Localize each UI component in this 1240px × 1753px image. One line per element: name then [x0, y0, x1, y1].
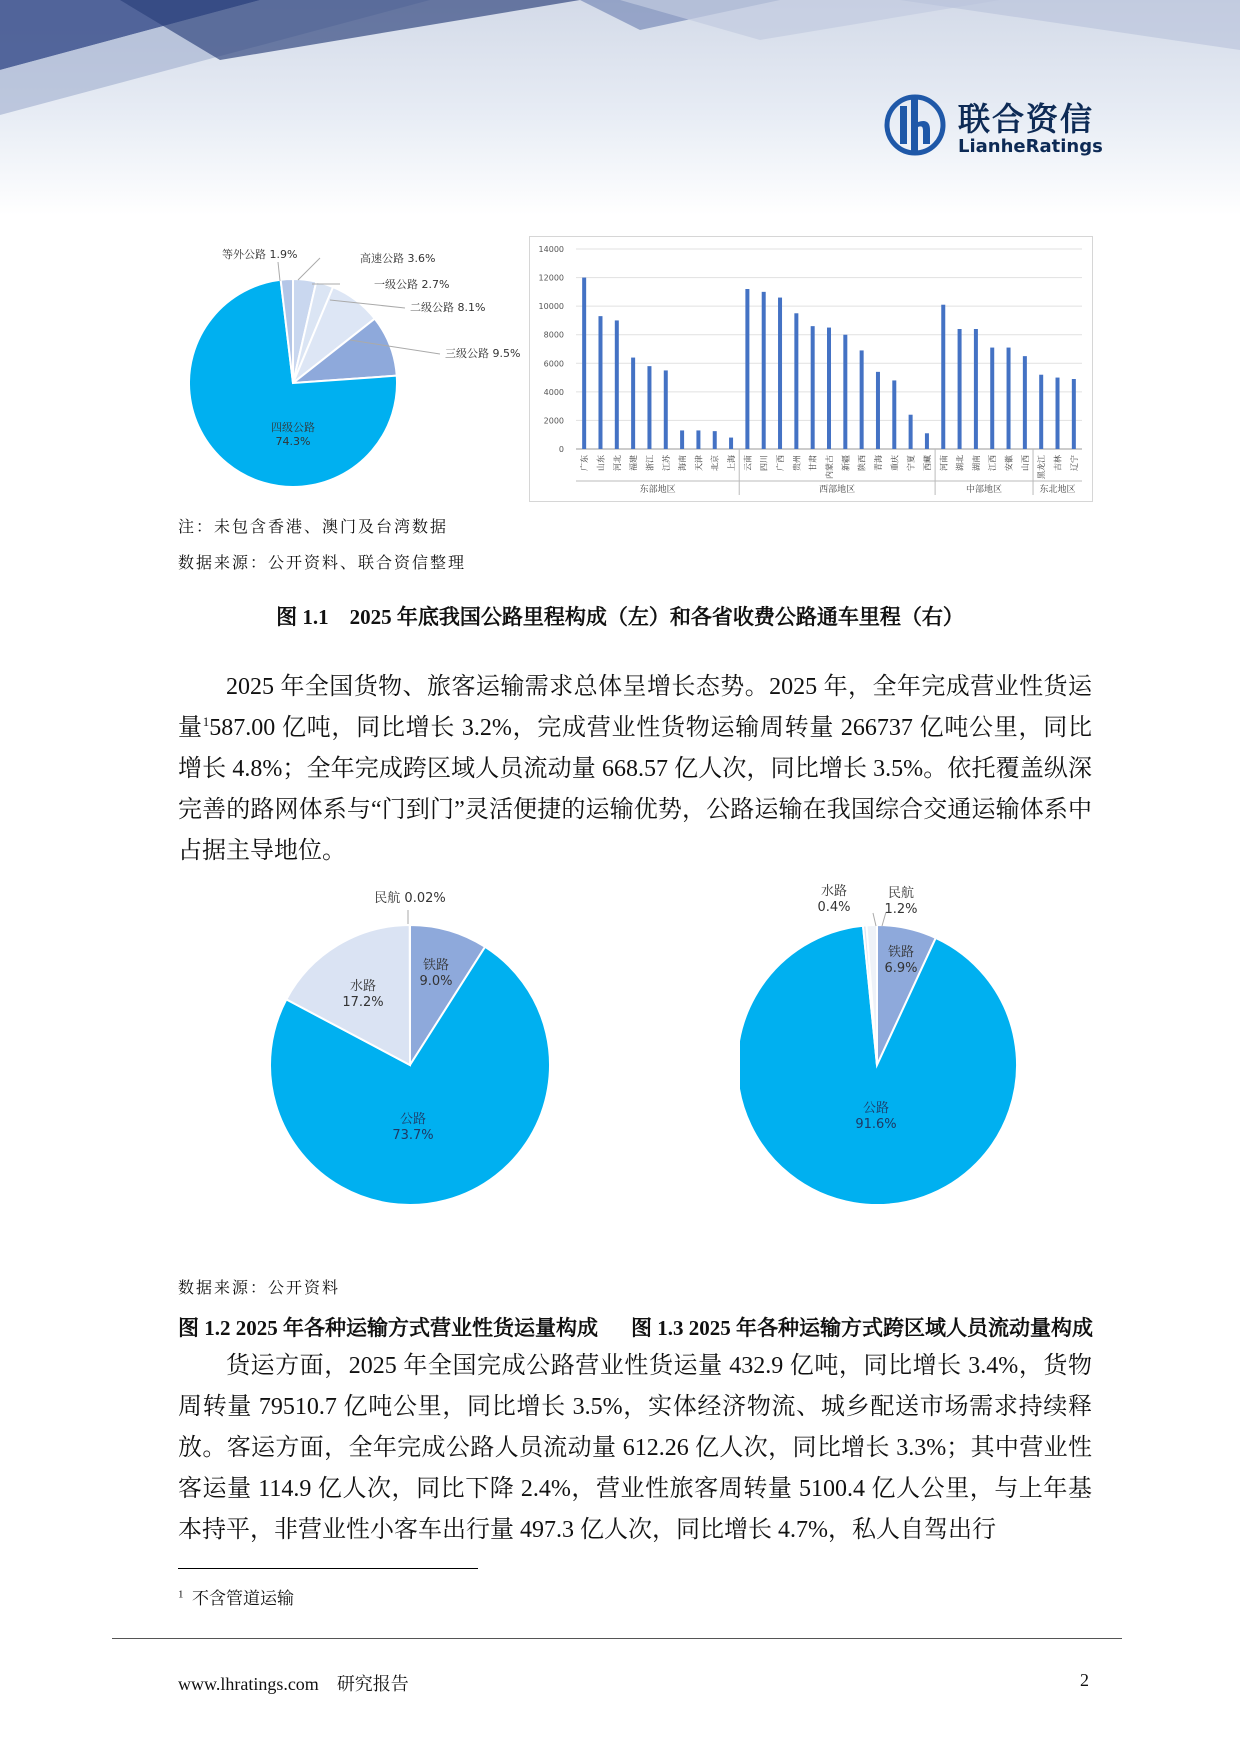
footer-left: [178, 1670, 409, 1696]
bar-chart-svg: [530, 237, 1092, 501]
pie2-value-gonglu: 73.7%: [392, 1128, 434, 1143]
footer-report-label: 研究报告: [336, 1674, 409, 1694]
y-tick-label: 2000: [543, 416, 564, 426]
category-label: 宁夏: [906, 455, 916, 471]
category-label: 河南: [939, 455, 949, 471]
region-label: 中部地区: [966, 485, 1003, 495]
pie2-value-shuilu: 17.2%: [342, 995, 384, 1010]
bar-江西: [990, 348, 994, 449]
pie3-label-tielu: 铁路: [887, 945, 915, 960]
region-label: 东北地区: [1039, 485, 1076, 495]
category-label: 云南: [743, 455, 753, 471]
category-label: 陕西: [857, 455, 867, 471]
y-tick-label: 14000: [538, 245, 564, 254]
category-label: 湖北: [955, 455, 965, 471]
y-tick-label: 12000: [538, 273, 564, 283]
footer-rule: [112, 1638, 1122, 1639]
logo-text-cn: 联合资信: [958, 100, 1095, 138]
pie-chart-road-mileage: [190, 236, 530, 500]
figure-1-3-caption: 图 1.3 2025 年各种运输方式跨区域人员流动量构成: [631, 1316, 1093, 1340]
pie3-value-shuilu: 0.4%: [817, 900, 851, 915]
pie1-label-dengwai: 等外公路 1.9%: [222, 248, 298, 261]
bar-陕西: [860, 350, 864, 449]
pie3-value-gonglu: 91.6%: [855, 1117, 897, 1132]
bar-云南: [745, 289, 749, 449]
bar-重庆: [892, 380, 896, 449]
category-label: 安徽: [1004, 455, 1014, 471]
bar-上海: [729, 438, 733, 449]
bar-青海: [876, 372, 880, 449]
bar-新疆: [843, 335, 847, 449]
bar-安徽: [1007, 348, 1011, 449]
pie2-value-tielu: 9.0%: [419, 974, 453, 989]
bar-贵州: [794, 313, 798, 449]
bar-北京: [713, 431, 717, 449]
category-label: 西藏: [922, 455, 932, 471]
bar-宁夏: [909, 415, 913, 449]
category-label: 青海: [873, 455, 883, 471]
pie3-label-shuilu: 水路: [820, 884, 848, 899]
y-tick-label: 0: [558, 445, 564, 454]
category-label: 福建: [629, 455, 639, 471]
region-label: 西部地区: [819, 485, 856, 495]
category-label: 浙江: [645, 455, 655, 471]
pie1-value-siji: 74.3%: [275, 435, 311, 448]
figure-1-1-caption: 图 1.1 2025 年底我国公路里程构成（左）和各省收费公路通车里程（右）: [276, 605, 964, 629]
footnote-text: 不含管道运输: [192, 1589, 294, 1608]
page-header: [0, 0, 1240, 215]
y-tick-label: 4000: [543, 387, 564, 397]
category-label: 重庆: [890, 455, 900, 471]
pie1-label-sanji: 三级公路 9.5%: [445, 347, 521, 360]
figure-1-2-source: 数据来源：公开资料: [178, 1278, 341, 1297]
pie1-label-erji: 二级公路 8.1%: [410, 301, 486, 314]
bar-四川: [762, 292, 766, 449]
category-label: 贵州: [792, 455, 802, 471]
bar-河北: [615, 320, 619, 449]
bar-江苏: [664, 370, 668, 449]
figure-1-1-source: 数据来源：公开资料、联合资信整理: [178, 553, 467, 572]
pie2-label-gonglu: 公路: [399, 1112, 427, 1127]
paragraph-1-part1: 2025 年全国货物、旅客运输需求总体呈增长态势。2025 年，全年完成营业性货运量: [178, 674, 1092, 741]
lianhe-logo: [884, 92, 1114, 162]
bar-甘肃: [811, 326, 815, 449]
category-label: 山西: [1020, 455, 1030, 471]
pie2-label-minhang: 民航 0.02%: [374, 891, 446, 906]
bar-吉林: [1056, 378, 1060, 449]
bar-山东: [598, 316, 602, 449]
category-label: 新疆: [841, 455, 851, 471]
bar-湖南: [974, 329, 978, 449]
footnote: [178, 1584, 294, 1609]
category-label: 内蒙古: [825, 455, 834, 479]
category-label: 四川: [759, 455, 769, 471]
y-tick-label: 6000: [543, 359, 564, 369]
pie-chart-passenger-flow: [740, 880, 1060, 1210]
footnote-ref: 1: [202, 714, 210, 729]
bar-chart-toll-road-mileage: [529, 236, 1093, 502]
category-label: 天津: [694, 455, 704, 471]
category-label: 海南: [678, 455, 688, 471]
footnote-number: 1: [178, 1588, 184, 1601]
pie2-label-shuilu: 水路: [349, 979, 377, 994]
bar-辽宁: [1072, 379, 1076, 449]
paragraph-1-part2: 587.00 亿吨，同比增长 3.2%，完成营业性货物运输周转量 266737 亿吨公里，同比增长 4.8%；全年完成跨区域人员流动量 668.57 亿人次，同比增长 3.5%。依托覆盖纵深完善的路网体系与“门到门”灵活便捷的运输优势，公路运输在我国综合交通运输体系中占据主导地位。: [178, 715, 1092, 864]
bar-天津: [696, 430, 700, 449]
y-tick-label: 10000: [538, 302, 564, 312]
bar-region-labels: [640, 483, 1076, 495]
paragraph-freight-passenger: 货运方面，2025 年全国完成公路营业性货运量 432.9 亿吨，同比增长 3.4%，货物周转量 79510.7 亿吨公里，同比增长 3.5%，实体经济物流、城乡配送市场需求持续释放。客运方面，全年完成公路人员流动量 612.26 亿人次，同比增长 3.3%；其中营业性客运量 114.9 亿人次，同比下降 2.4%，营业性旅客周转量 5100.4 亿人公里，与上年基本持平，非营业性小客车出行量 497.3 亿人次，同比增长 4.7%，私人自驾出行: [178, 1353, 1092, 1543]
category-label: 辽宁: [1069, 455, 1079, 471]
pie3-label-minhang: 民航: [887, 886, 915, 901]
footer-website-link[interactable]: www.lhratings.com: [178, 1674, 319, 1694]
bar-广西: [778, 298, 782, 449]
bar-河南: [941, 305, 945, 449]
bar-广东: [582, 278, 586, 449]
bar-y-axis-ticks: [539, 245, 564, 454]
category-label: 江苏: [661, 455, 671, 471]
bar-山西: [1023, 356, 1027, 449]
y-tick-label: 8000: [543, 330, 564, 340]
bar-海南: [680, 430, 684, 449]
pie1-label-siji: 四级公路: [271, 421, 315, 434]
pie1-label-yiji: 一级公路 2.7%: [374, 278, 450, 291]
region-label: 东部地区: [639, 485, 676, 495]
pie3-value-tielu: 6.9%: [884, 961, 918, 976]
bar-黑龙江: [1039, 375, 1043, 449]
pie3-slices: [740, 925, 1017, 1205]
category-label: 广东: [580, 455, 590, 471]
bar-浙江: [647, 366, 651, 449]
bar-福建: [631, 358, 635, 449]
bar-category-labels: [579, 454, 1079, 479]
pie1-label-gaosu: 高速公路 3.6%: [360, 252, 436, 265]
lianhe-logo-icon: [884, 92, 946, 158]
category-label: 河北: [612, 455, 622, 471]
footnote-separator: [178, 1568, 478, 1569]
category-label: 广西: [776, 455, 786, 471]
pie3-value-minhang: 1.2%: [884, 902, 918, 917]
figure-1-1-note: 注：未包含香港、澳门及台湾数据: [178, 517, 449, 536]
category-label: 山东: [596, 455, 606, 471]
category-label: 吉林: [1053, 455, 1063, 471]
category-label: 北京: [710, 455, 720, 471]
figure-1-2-caption: 图 1.2 2025 年各种运输方式营业性货运量构成: [178, 1316, 598, 1340]
pie2-slices: [270, 925, 550, 1205]
pie3-label-gonglu: 公路: [862, 1101, 890, 1116]
category-label: 上海: [727, 455, 737, 471]
category-label: 江西: [988, 455, 998, 471]
category-label: 甘肃: [808, 455, 818, 471]
bar-内蒙古: [827, 328, 831, 449]
category-label: 黑龙江: [1037, 455, 1047, 479]
pie-chart-freight-volume: [260, 880, 580, 1210]
paragraph-transport-demand: [178, 667, 1092, 872]
pie1-slices: [190, 279, 397, 487]
logo-text-en: LianheRatings: [958, 136, 1103, 157]
bar-湖北: [958, 329, 962, 449]
category-label: 湖南: [971, 455, 981, 471]
pie2-label-tielu: 铁路: [422, 958, 450, 973]
bar-西藏: [925, 433, 929, 449]
page-number: 2: [1080, 1670, 1089, 1690]
